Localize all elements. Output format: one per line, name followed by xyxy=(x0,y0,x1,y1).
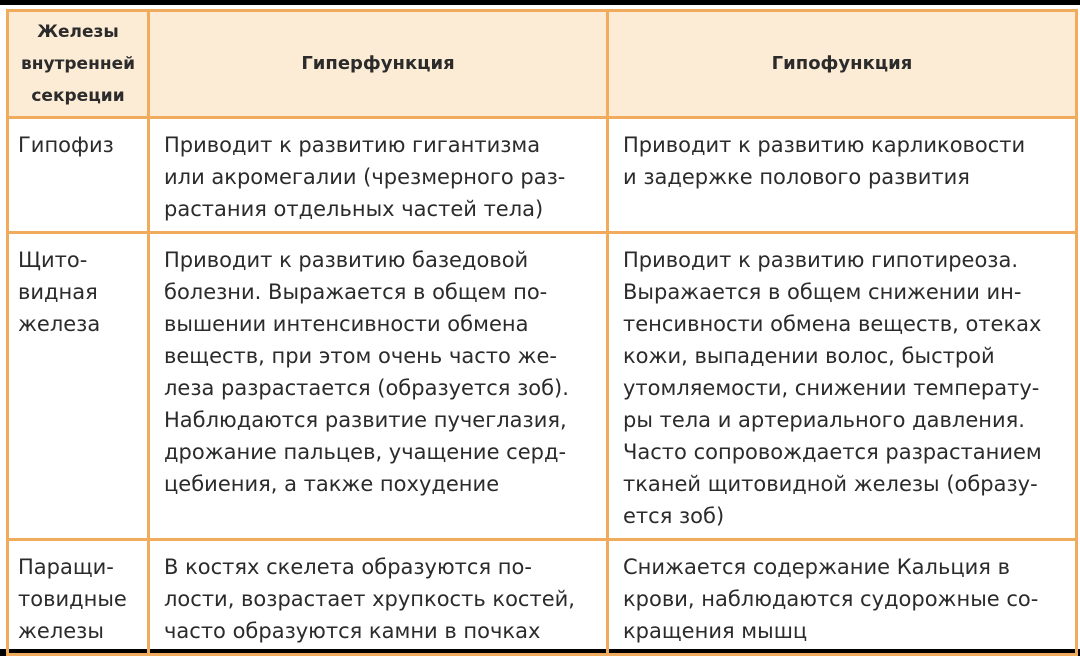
text-line: Наблюдаются развитие пучеглазия, xyxy=(164,408,567,432)
gland-cell xyxy=(8,540,149,655)
text-line: веществ, при этом очень часто же- xyxy=(164,344,557,368)
header-gland xyxy=(8,11,149,118)
text-line: часто образуются камни в почках xyxy=(164,619,541,643)
header-hypofunction: Гипофункция xyxy=(608,11,1077,118)
hypofunction-cell xyxy=(608,118,1077,233)
gland-line: железа xyxy=(18,312,101,336)
gland-line: железы xyxy=(18,619,104,643)
table-row xyxy=(8,118,1077,233)
table-row xyxy=(8,540,1077,655)
text-line: Приводит к развитию гигантизма xyxy=(164,133,541,157)
hyperfunction-cell xyxy=(149,233,608,540)
hypofunction-cell xyxy=(608,233,1077,540)
text-line: Выражается в общем снижении ин- xyxy=(623,280,1022,304)
text-line: Приводит к развитию гипотиреоза. xyxy=(623,248,1019,272)
gland-line: Гипофиз xyxy=(18,133,114,157)
endocrine-gland-function-table xyxy=(6,9,1078,656)
text-line: Приводит к развитию базедовой xyxy=(164,248,529,272)
text-line: тенсивности обмена веществ, отеках xyxy=(623,312,1042,336)
text-line: тканей щитовидной железы (образу- xyxy=(623,472,1038,496)
table-header-row xyxy=(8,11,1077,118)
gland-line: видная xyxy=(18,280,98,304)
text-line: утомляемости, снижении температу- xyxy=(623,376,1040,400)
text-line: растания отдельных частей тела) xyxy=(164,197,544,221)
hypofunction-cell xyxy=(608,540,1077,655)
text-line: ется зоб) xyxy=(623,504,725,528)
header-gland-line: внутренней xyxy=(20,54,136,74)
header-hyperfunction: Гиперфункция xyxy=(149,11,608,118)
text-line: вышении интенсивности обмена xyxy=(164,312,529,336)
table-row xyxy=(8,233,1077,540)
text-line: Приводит к развитию карликовости xyxy=(623,133,1026,157)
text-line: и задержке полового развития xyxy=(623,165,970,189)
text-line: цебиения, а также похудение xyxy=(164,472,500,496)
text-line: или акромегалии (чрезмерного раз- xyxy=(164,165,566,189)
text-line: крови, наблюдаются судорожные со- xyxy=(623,587,1039,611)
text-line: ры тела и артериального давления. xyxy=(623,408,1025,432)
text-line: В костях скелета образуются по- xyxy=(164,555,532,579)
text-line: Снижается содержание Кальция в xyxy=(623,555,1010,579)
gland-line: товидные xyxy=(18,587,127,611)
hyperfunction-cell xyxy=(149,118,608,233)
text-line: Часто сопровождается разрастанием xyxy=(623,440,1042,464)
header-gland-line: секреции xyxy=(31,86,125,106)
text-line: кожи, выпадении волос, быстрой xyxy=(623,344,995,368)
header-gland-line: Железы xyxy=(37,22,119,42)
text-line: кращения мышц xyxy=(623,619,808,643)
gland-cell xyxy=(8,233,149,540)
gland-line: Паращи- xyxy=(18,555,114,579)
hyperfunction-cell xyxy=(149,540,608,655)
text-line: дрожание пальцев, учащение серд- xyxy=(164,440,567,464)
text-line: леза разрастается (образуется зоб). xyxy=(164,376,569,400)
gland-cell xyxy=(8,118,149,233)
textbook-page xyxy=(0,5,1080,649)
gland-line: Щито- xyxy=(18,248,88,272)
text-line: лости, возрастает хрупкость костей, xyxy=(164,587,575,611)
text-line: болезни. Выражается в общем по- xyxy=(164,280,548,304)
